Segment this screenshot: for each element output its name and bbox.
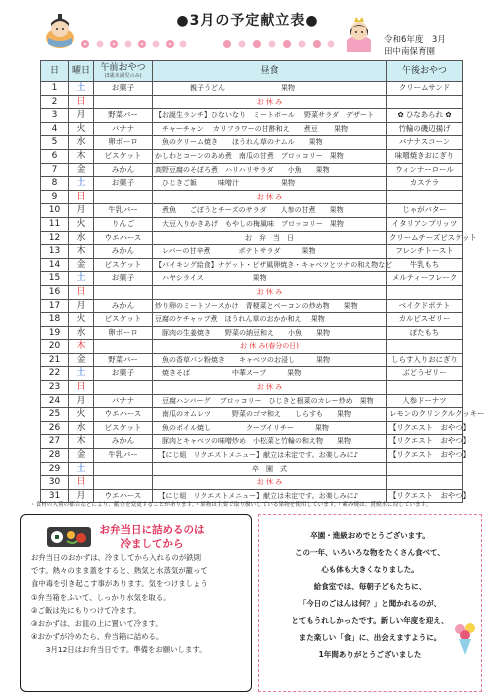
header-weekday: 曜日 (69, 61, 94, 82)
am-snack-cell: バナナ (94, 122, 153, 136)
am-snack-cell: お菓子 (94, 272, 153, 286)
lunch-cell: チャーチャン カリフラワーの甘酢和え 煮豆 果物 (153, 122, 387, 136)
am-snack-cell (94, 285, 153, 299)
day-cell: 25 (41, 408, 69, 422)
bento-line: です。熱々のまま蓋をすると、熱気と水蒸気が籠って (31, 566, 208, 576)
lunch-cell: 豆腐ハンバーグ ブロッコリー ひじきと根菜のカレー炒め 果物 (153, 394, 387, 408)
header-lunch: 昼食 (153, 61, 387, 82)
bento-line: ③おかずは、お皿の上に置いて冷ます。 (31, 619, 163, 629)
day-cell: 28 (41, 449, 69, 463)
graduation-message (258, 514, 482, 692)
pm-snack-cell (387, 381, 463, 395)
flower-bouquet-icon (451, 621, 479, 655)
bento-notice-body (31, 551, 245, 657)
am-snack-cell: みかん (94, 163, 153, 177)
weekday-cell: 火 (69, 408, 94, 422)
day-cell: 30 (41, 476, 69, 490)
weekday-cell: 月 (69, 489, 94, 503)
pm-snack-cell: メルティーフレーク (387, 272, 463, 286)
table-row (41, 82, 463, 96)
weekday-cell: 日 (69, 476, 94, 490)
bento-line: ④おかずが冷めたら、弁当箱に詰める。 (31, 632, 164, 642)
weekday-cell: 土 (69, 82, 94, 96)
bento-line: ②ご飯は先にもりつけて冷ます。 (31, 605, 141, 615)
lunch-cell: お 休 み (153, 381, 387, 395)
pm-snack-cell: 竹輪の磯辺揚げ (387, 122, 463, 136)
menu-table (40, 60, 485, 503)
day-cell: 13 (41, 245, 69, 259)
lunch-cell: 親子うどん 果物 (153, 82, 387, 96)
bento-notice-title (97, 523, 207, 551)
weekday-cell: 日 (69, 381, 94, 395)
am-snack-cell (94, 190, 153, 204)
hina-doll-odairi-icon (44, 14, 76, 48)
day-cell: 19 (41, 326, 69, 340)
weekday-cell: 木 (69, 435, 94, 449)
pm-snack-cell: クリームチーズビスケット (387, 231, 463, 245)
day-cell: 31 (41, 489, 69, 503)
pm-snack-cell (387, 95, 463, 109)
lunch-cell: ハヤシライス 果物 (153, 272, 387, 286)
day-cell: 7 (41, 163, 69, 177)
pm-snack-cell (387, 340, 463, 354)
table-row (41, 353, 463, 367)
lunch-cell: お 休 み (153, 190, 387, 204)
table-row (41, 136, 463, 150)
header-am-snack-label: 午前おやつ (100, 63, 146, 73)
lunch-cell: お 弁 当 日 (153, 231, 387, 245)
table-row (41, 285, 463, 299)
lunch-cell: 高野豆腐のそぼろ煮 ハリハリサラダ 小魚 果物 (153, 163, 387, 177)
weekday-cell: 火 (69, 122, 94, 136)
graduation-message-body (263, 527, 477, 663)
lunch-cell: 豚肉とキャベツの味噌炒め 小松菜と竹輪の和え物 果物 (153, 435, 387, 449)
lunch-cell: 【バイキング給食】ナゲット・ピザ風卵焼き・キャベツとツナの和え物など (153, 258, 387, 272)
weekday-cell: 金 (69, 258, 94, 272)
weekday-cell: 木 (69, 245, 94, 259)
am-snack-cell: みかん (94, 435, 153, 449)
pm-snack-cell: イタリアンプリッツ (387, 217, 463, 231)
day-cell: 16 (41, 285, 69, 299)
am-snack-cell (94, 340, 153, 354)
day-cell: 11 (41, 217, 69, 231)
lunch-cell: お 休 み (153, 476, 387, 490)
am-snack-cell: 牛乳バー (94, 449, 153, 463)
lunch-cell: 豚肉の生姜焼き 野菜の納豆和え 小魚 果物 (153, 326, 387, 340)
weekday-cell: 火 (69, 217, 94, 231)
am-snack-cell: ウエハース (94, 408, 153, 422)
am-snack-cell: お菓子 (94, 82, 153, 96)
weekday-cell: 月 (69, 299, 94, 313)
am-snack-cell: りんご (94, 217, 153, 231)
table-row (41, 231, 463, 245)
pm-snack-cell: 【リクエスト おやつ】 (387, 421, 463, 435)
weekday-cell: 金 (69, 163, 94, 177)
day-cell: 10 (41, 204, 69, 218)
weekday-cell: 木 (69, 149, 94, 163)
lunch-cell: 【お誕生ランチ】ひないなり ミートボール 野菜サラダ デザート (153, 109, 387, 123)
table-row (41, 109, 463, 123)
day-cell: 17 (41, 299, 69, 313)
table-row (41, 299, 463, 313)
message-line: とてもうれしかったです。新しい年度を迎え、 (291, 616, 449, 625)
day-cell: 6 (41, 149, 69, 163)
am-snack-cell: 野菜バー (94, 353, 153, 367)
day-cell: 21 (41, 353, 69, 367)
message-line: この一年、いろいろな物をたくさん食べて、 (295, 548, 445, 557)
pm-snack-cell: ぽたもち (387, 326, 463, 340)
pm-snack-cell: バナナスコーン (387, 136, 463, 150)
weekday-cell: 日 (69, 285, 94, 299)
day-cell: 5 (41, 136, 69, 150)
lunch-cell: 煮魚 ごぼうとチーズのサラダ 人参の甘煮 果物 (153, 204, 387, 218)
pm-snack-cell (387, 190, 463, 204)
lunch-cell: 魚の香草パン粉焼き キャベツのお浸し 果物 (153, 353, 387, 367)
menu-body (41, 82, 485, 503)
am-snack-cell: ウエハース (94, 231, 153, 245)
table-row (41, 394, 463, 408)
am-snack-cell: みかん (94, 299, 153, 313)
day-cell: 1 (41, 82, 69, 96)
weekday-cell: 水 (69, 231, 94, 245)
table-row (41, 95, 463, 109)
day-cell: 12 (41, 231, 69, 245)
pm-snack-cell: カステラ (387, 177, 463, 191)
bento-box-icon (45, 523, 93, 549)
weekday-cell: 月 (69, 109, 94, 123)
day-cell: 27 (41, 435, 69, 449)
am-snack-cell (94, 95, 153, 109)
am-snack-cell: ビスケット (94, 313, 153, 327)
am-snack-cell: お菓子 (94, 367, 153, 381)
weekday-cell: 木 (69, 340, 94, 354)
day-cell: 29 (41, 462, 69, 476)
weekday-cell: 水 (69, 326, 94, 340)
am-snack-cell: お菓子 (94, 177, 153, 191)
table-row (41, 177, 463, 191)
table-row (41, 340, 463, 354)
bento-day-notice (20, 514, 252, 692)
lunch-cell: お 休 み (153, 285, 387, 299)
weekday-cell: 水 (69, 136, 94, 150)
lunch-cell: 豆腐のケチャップ煮 ほうれん草のおかか和え 果物 (153, 313, 387, 327)
table-row (41, 217, 463, 231)
table-row (41, 122, 463, 136)
pm-snack-cell (387, 462, 463, 476)
message-line: 「今日のごはんは何？」と聞かれるのが、 (298, 599, 442, 608)
header-day: 日 (41, 61, 69, 82)
lunch-cell: 南瓜のオムレツ 野菜のゴマ和え しらすも 果物 (153, 408, 387, 422)
message-line: また楽しい「食」に、出会えますように。 (298, 633, 442, 642)
bento-title-line-2: 冷ましてから (120, 538, 184, 550)
am-snack-cell: 牛乳バー (94, 204, 153, 218)
header-am-snack (94, 61, 153, 82)
table-row (41, 367, 463, 381)
am-snack-cell: バナナ (94, 394, 153, 408)
weekday-cell: 火 (69, 313, 94, 327)
table-row (41, 449, 463, 463)
table-row (41, 408, 463, 422)
day-cell: 14 (41, 258, 69, 272)
pm-snack-cell: 【リクエスト おやつ】 (387, 449, 463, 463)
page-title: ●3月の予定献立表● (176, 13, 319, 29)
lunch-cell: レバーの甘辛煮 ポテトサラダ 果物 (153, 245, 387, 259)
pm-snack-cell: ウィンナーロール (387, 163, 463, 177)
lunch-cell: 炒り卵のミートソースかけ 青梗菜とベーコンの炒め物 果物 (153, 299, 387, 313)
weekday-cell: 水 (69, 421, 94, 435)
message-line: 卒園・進級おめでとうございます。 (310, 531, 430, 540)
am-snack-cell: ウエハース (94, 489, 153, 503)
pm-snack-cell: 味噌焼きおにぎり (387, 149, 463, 163)
bento-line: 食中毒を引き起こす事があります。気をつけましょう (31, 579, 208, 589)
day-cell: 20 (41, 340, 69, 354)
day-cell: 15 (41, 272, 69, 286)
table-row (41, 381, 463, 395)
lunch-cell: 【にじ組 リクエストメニュー】献立は未定です。お楽しみに♪ (153, 449, 387, 463)
table-row (41, 462, 463, 476)
pm-snack-cell: クリームサンド (387, 82, 463, 96)
am-snack-cell: ビスケット (94, 149, 153, 163)
bento-line: 3月12日はお弁当日です。準備をお願いします。 (31, 645, 207, 655)
pm-snack-cell (387, 285, 463, 299)
lunch-cell: 【にじ組 リクエストメニュー】献立は未定です。お楽しみに♪ (153, 489, 387, 503)
pm-snack-cell (387, 476, 463, 490)
table-row (41, 435, 463, 449)
am-snack-cell (94, 476, 153, 490)
day-cell: 22 (41, 367, 69, 381)
day-cell: 23 (41, 381, 69, 395)
weekday-cell: 月 (69, 394, 94, 408)
weekday-cell: 土 (69, 177, 94, 191)
table-row (41, 313, 463, 327)
am-snack-cell: みかん (94, 245, 153, 259)
weekday-cell: 月 (69, 204, 94, 218)
lunch-cell: 焼きそば 中華スープ 果物 (153, 367, 387, 381)
lunch-cell: 大豆入りかきあげ もやしの梅風味 ブロッコリー 果物 (153, 217, 387, 231)
day-cell: 24 (41, 394, 69, 408)
pm-snack-cell: 【リクエスト おやつ】 (387, 435, 463, 449)
pm-snack-cell: レモンのクリンクルクッキー (387, 408, 463, 422)
lunch-cell: 魚のポイル焼し クーブイリチー 果物 (153, 421, 387, 435)
bento-line: ①弁当箱をふいて、しっかり水気を取る。 (31, 592, 171, 602)
day-cell: 18 (41, 313, 69, 327)
day-cell: 26 (41, 421, 69, 435)
weekday-cell: 金 (69, 449, 94, 463)
table-row (41, 326, 463, 340)
pm-snack-cell: 人参ドーナツ (387, 394, 463, 408)
weekday-cell: 金 (69, 353, 94, 367)
weekday-cell: 日 (69, 95, 94, 109)
lunch-cell: ひじきご飯 味噌汁 果物 (153, 177, 387, 191)
weekday-cell: 日 (69, 190, 94, 204)
table-row (41, 149, 463, 163)
table-row (41, 204, 463, 218)
pm-snack-cell: フレンチトースト (387, 245, 463, 259)
table-row (41, 476, 463, 490)
header-pm-snack: 午後おやつ (387, 61, 463, 82)
day-cell: 4 (41, 122, 69, 136)
am-snack-cell: ビスケット (94, 258, 153, 272)
peach-blossom-garland-right-icon (222, 39, 336, 49)
pm-snack-cell: カルピスゼリー (387, 313, 463, 327)
pm-snack-cell: ベイクドポテト (387, 299, 463, 313)
weekday-cell: 土 (69, 367, 94, 381)
table-row (41, 245, 463, 259)
message-line: 給食室では、毎朝子どもたちに、 (313, 582, 427, 591)
pm-snack-cell: 【リクエスト おやつ】 (387, 489, 463, 503)
lunch-cell: かしわとコーンのあめ煮 南瓜の甘煮 ブロッコリー 果物 (153, 149, 387, 163)
am-snack-cell: ビスケット (94, 421, 153, 435)
weekday-cell: 土 (69, 272, 94, 286)
table-row (41, 272, 463, 286)
day-cell: 9 (41, 190, 69, 204)
am-snack-cell: 卵ボーロ (94, 326, 153, 340)
day-cell: 3 (41, 109, 69, 123)
lunch-cell: お 休 み(春分の日) (153, 340, 387, 354)
bento-line: お弁当日のおかずは、冷ましてから入れるのが鉄則 (31, 553, 201, 562)
footnote: ・食材の入荷の都合などにより、献立を変更することがあります。・果物は主要で取り扱いしている果物を使用しています。・素み焼は、賞焼水に浸しています。 (30, 502, 432, 508)
message-line: 心も体も大きくなりました。 (321, 565, 419, 574)
am-snack-cell: 卵ボーロ (94, 136, 153, 150)
day-cell: 2 (41, 95, 69, 109)
lunch-cell: 卒 園 式 (153, 462, 387, 476)
day-cell: 8 (41, 177, 69, 191)
am-snack-cell: 野菜バー (94, 109, 153, 123)
table-row (41, 163, 463, 177)
message-line: 1年間ありがとうございました (318, 650, 422, 659)
am-snack-cell (94, 381, 153, 395)
bento-title-line-1: お弁当日に詰めるのは (99, 524, 205, 536)
nursery-name: 田中南保育園 (384, 47, 436, 57)
table-row (41, 190, 463, 204)
hina-doll-ohina-icon (344, 14, 374, 52)
pm-snack-cell: 牛乳もち (387, 258, 463, 272)
pm-snack-cell: しらす入りおにぎり (387, 353, 463, 367)
table-row (41, 258, 463, 272)
peach-blossom-garland-left-icon (80, 39, 188, 49)
pm-snack-cell: じゃがバター (387, 204, 463, 218)
header-am-snack-note: (3歳未満児のみ) (104, 73, 142, 79)
lunch-cell: 魚のクリーム焼き ほうれん草のナムル 果物 (153, 136, 387, 150)
pm-snack-cell: ✿ ひなあられ ✿ (387, 109, 463, 123)
pm-snack-cell: ぶどうゼリー (387, 367, 463, 381)
lunch-cell: お 休 み (153, 95, 387, 109)
fiscal-year-month: 令和6年度 3月 (384, 35, 446, 45)
table-row (41, 421, 463, 435)
am-snack-cell (94, 462, 153, 476)
weekday-cell: 土 (69, 462, 94, 476)
